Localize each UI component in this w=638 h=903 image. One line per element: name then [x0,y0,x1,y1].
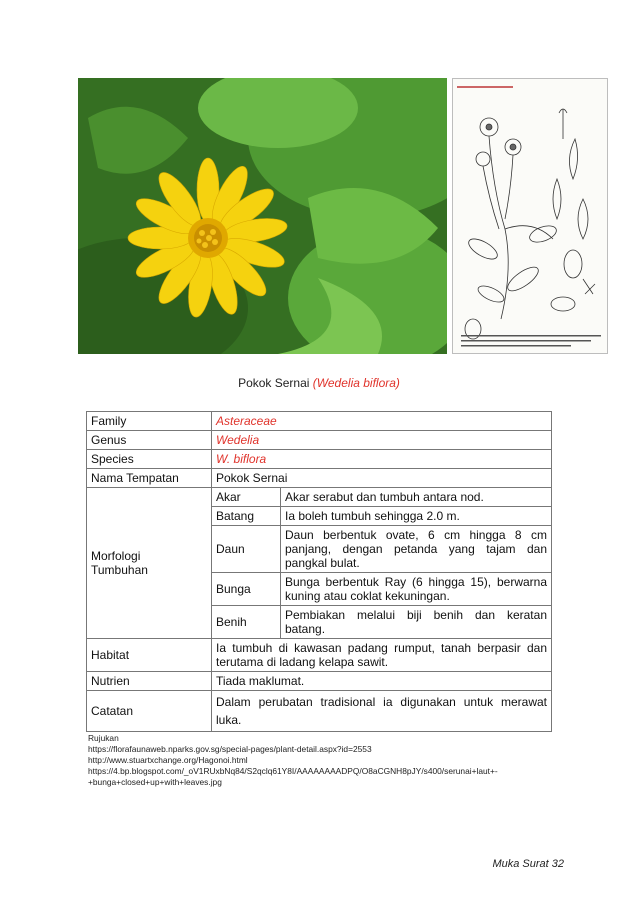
table-row-local-name [87,469,552,488]
habitat-label: Habitat [87,639,212,672]
morphology-row-daun [212,526,551,573]
table-row-family [87,412,552,431]
reference-link[interactable]: https://florafaunaweb.nparks.gov.sg/special-pages/plant-detail.aspx?id=2553 [88,744,372,754]
table-row-notes [87,691,552,732]
morphology-row-benih [212,606,551,639]
morph-desc-batang: Ia boleh tumbuh sehingga 2.0 m. [281,507,552,526]
morph-part-akar: Akar [212,488,281,507]
local-name-label: Nama Tempatan [87,469,212,488]
references-heading: Rujukan [88,733,119,743]
notes-value: Dalam perubatan tradisional ia digunakan untuk merawat luka. [212,691,552,732]
morphology-subtable [212,488,551,638]
morphology-label [87,488,212,639]
morph-part-batang: Batang [212,507,281,526]
nutrient-value: Tiada maklumat. [212,672,552,691]
morph-part-bunga: Bunga [212,573,281,606]
table-row-species [87,450,552,469]
page-number: Muka Surat 32 [492,858,564,870]
figure-caption [0,376,638,390]
family-label: Family [87,412,212,431]
morph-desc-benih: Pembiakan melalui biji benih dan keratan batang. [281,606,552,639]
table-row-genus [87,431,552,450]
morph-desc-daun: Daun berbentuk ovate, 6 cm hingga 8 cm panjang, dengan petanda yang tajam dan pangkal bulat. [281,526,552,573]
morphology-row-bunga [212,573,551,606]
morph-part-daun: Daun [212,526,281,573]
species-label: Species [87,450,212,469]
nutrient-label: Nutrien [87,672,212,691]
species-value: W. biflora [212,450,552,469]
caption-common-name: Pokok Sernai [238,376,310,390]
genus-label: Genus [87,431,212,450]
caption-scientific-name: (Wedelia biflora) [312,376,400,390]
morphology-row-akar [212,488,551,507]
plant-info-table [86,411,552,732]
morphology-label-line1: Morfologi [91,549,141,563]
morph-desc-akar: Akar serabut dan tumbuh antara nod. [281,488,552,507]
genus-value: Wedelia [212,431,552,450]
morphology-label-line2: Tumbuhan [91,563,148,577]
morph-part-benih: Benih [212,606,281,639]
table-row-morphology [87,488,552,639]
table-row-nutrient [87,672,552,691]
morph-desc-bunga: Bunga berbentuk Ray (6 hingga 15), berwarna kuning atau coklat kekuningan. [281,573,552,606]
habitat-value: Ia tumbuh di kawasan padang rumput, tanah berpasir dan terutama di ladang kelapa sawit. [212,639,552,672]
references [88,733,568,788]
reference-link-continued[interactable]: +bunga+closed+up+with+leaves.jpg [88,777,222,787]
botanical-sketch-image [453,79,608,354]
morphology-cell [212,488,552,639]
wedelia-flower-image [78,78,447,354]
botanical-illustration [452,78,608,354]
table-row-habitat [87,639,552,672]
flower-photo [78,78,447,354]
local-name-value: Pokok Sernai [212,469,552,488]
morphology-row-batang [212,507,551,526]
family-value: Asteraceae [212,412,552,431]
reference-link[interactable]: http://www.stuartxchange.org/Hagonoi.html [88,755,248,765]
reference-link[interactable]: https://4.bp.blogspot.com/_oV1RUxbNq84/S2qclq61Y8I/AAAAAAAADPQ/O8aCGNH8pJY/s400/serunai+laut+- [88,766,498,776]
notes-label: Catatan [87,691,212,732]
